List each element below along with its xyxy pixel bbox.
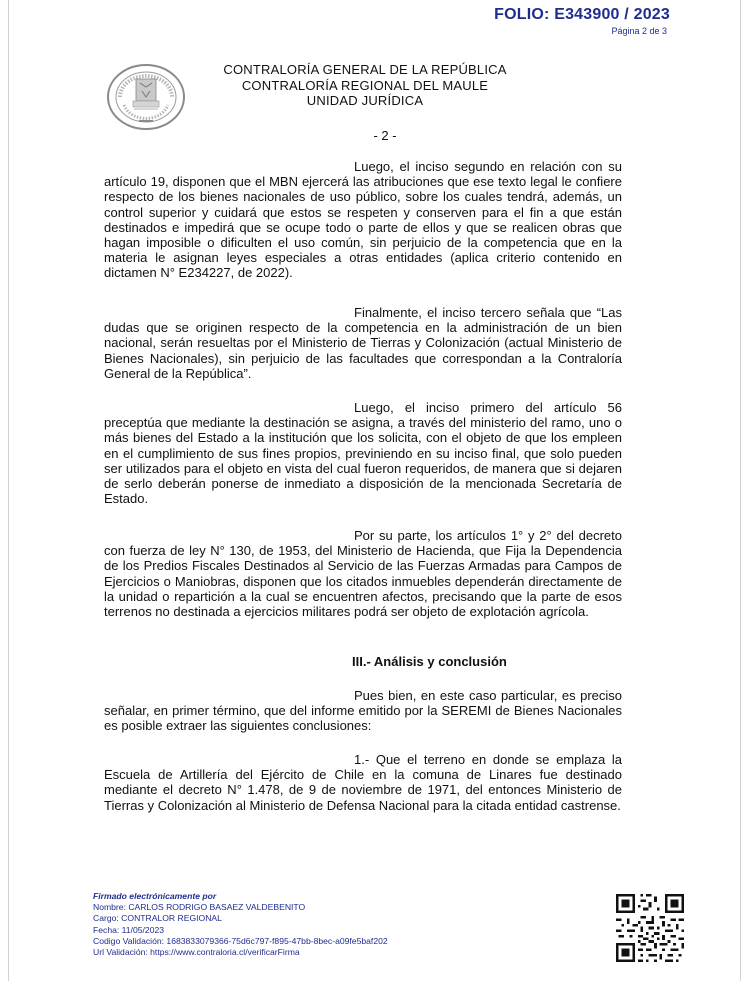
section-heading: III.- Análisis y conclusión [352, 654, 507, 669]
page-number: - 2 - [373, 128, 397, 143]
header-line-1: CONTRALORÍA GENERAL DE LA REPÚBLICA [223, 62, 507, 77]
institutional-seal-icon [106, 63, 186, 131]
folio-number: FOLIO: E343900 / 2023 [494, 6, 670, 23]
paragraph-5-text: Pues bien, en este caso particular, es preciso señalar, en primer término, que del informe emitido por la SEREMI de Bienes Nacionales es posible extraer las siguientes conclusiones: [104, 688, 622, 734]
paragraph-1-text: Luego, el inciso segundo en relación con su artículo 19, disponen que el MBN ejercerá las atribuciones que ese texto legal le confiere respecto de los bienes nacionales de uso público, sobre los cuales tendrá, además, un control superior y cuidará que estos se respeten y conserven para el fin a que están destinados e impedirá que se ocupe todo o parte de ellos y que se realicen obras que hagan imposible o dificulten el uso común, sin perjuicio de la competencia que en la materia le asignan leyes especiales a otras entidades (aplica criterio contenido en dictamen N° E234227, de 2022). [104, 159, 622, 281]
electronic-signature [93, 891, 388, 958]
paragraph-5 [104, 688, 622, 734]
paragraph-4 [104, 528, 622, 619]
signature-date: Fecha: 11/05/2023 [93, 924, 165, 935]
header-line-3: UNIDAD JURÍDICA [306, 93, 424, 108]
validation-url[interactable]: Url Validación: https://www.contraloria.cl/verificarFirma [93, 947, 300, 958]
paragraph-3-text: Luego, el inciso primero del artículo 56 preceptúa que mediante la destinación se asigna, a través del ministerio del ramo, uno o más bienes del Estado a la institución que los solicita, con el objeto de que los empleen en el cumplimiento de sus fines propios, previniendo en su inciso final, que solo pueden ser utilizados para el objeto en vista del cual fueron requeridos, de manera que si dejaren de serlo deberán ponerse de inmediato a disposición de la mencionada Secretaría de Estado. [104, 400, 622, 507]
signature-title: Firmado electrónicamente por [93, 891, 217, 901]
paragraph-3 [104, 400, 622, 506]
signer-name: Nombre: CARLOS RODRIGO BASAEZ VALDEBENITO [93, 902, 306, 913]
paragraph-1 [104, 159, 622, 281]
qr-code-icon [616, 894, 684, 962]
validation-code: Codigo Validación: 1683833079366-75d6c797-f895-47bb-8bec-a09fe5baf202 [93, 935, 388, 946]
paragraph-6-text: 1.- Que el terreno en donde se emplaza la Escuela de Artillería del Ejército de Chile en la comuna de Linares fue destinado mediante el decreto N° 1.478, de 9 de noviembre de 1971, del entonces Ministerio de Tierras y Colonización al Ministerio de Defensa Nacional para la citada entidad castrense. [104, 752, 622, 813]
paragraph-2-text: Finalmente, el inciso tercero señala que “Las dudas que se originen respecto de la competencia en la administración de un bien nacional, serán resueltas por el Ministerio de Tierras y Colonización (actual Ministerio de Bienes Nacionales), sin perjuicio de las facultades que correspondan a la Contraloría General de la República”. [104, 305, 622, 381]
paragraph-2 [104, 305, 622, 381]
document-header [190, 62, 540, 109]
paragraph-4-text: Por su parte, los artículos 1° y 2° del decreto con fuerza de ley N° 130, de 1953, del Ministerio de Hacienda, que Fija la Dependencia de los Predios Fiscales Destinados al Servicio de las Fuerzas Armadas para Campos de Ejercicios o Maniobras, disponen que los citados inmuebles dependerán directamente de la unidad o repartición a la cual se encuentren afectos, precisando que la parte de esos terrenos no destinada a ejercicios militares podrá ser objeto de explotación agrícola. [104, 528, 622, 620]
paragraph-6 [104, 752, 622, 813]
page-indicator: Página 2 de 3 [611, 26, 667, 36]
signer-role: Cargo: CONTRALOR REGIONAL [93, 913, 222, 924]
header-line-2: CONTRALORÍA REGIONAL DEL MAULE [241, 77, 489, 93]
